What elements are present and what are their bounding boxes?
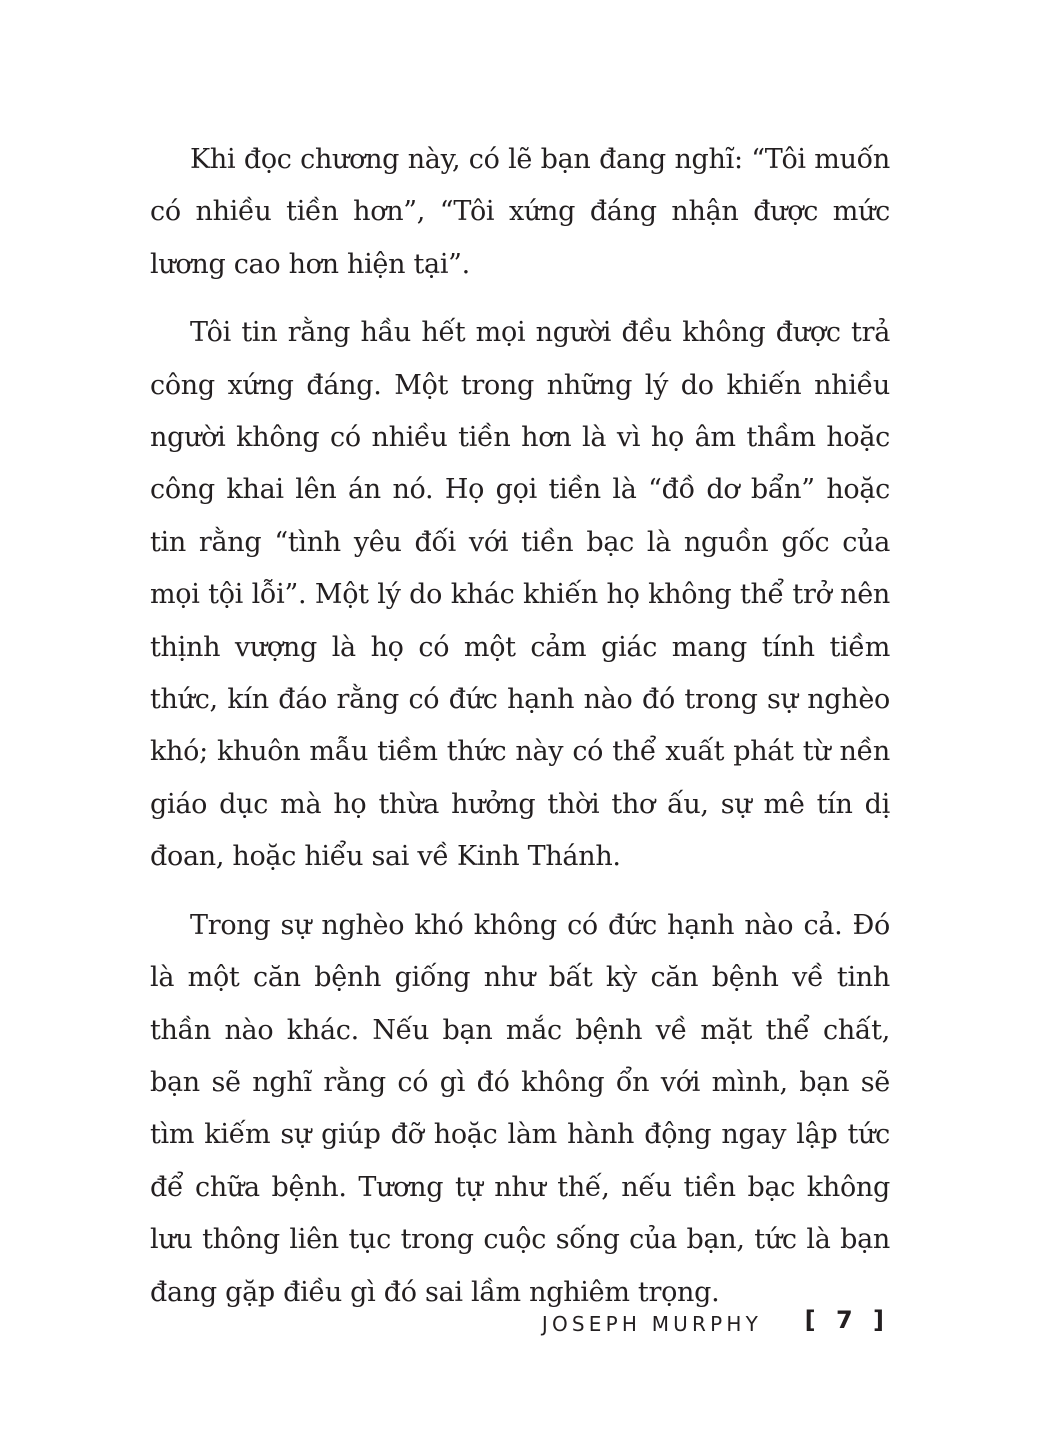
paragraph-3: Trong sự nghèo khó không có đức hạnh nào cả. Đó là một căn bệnh giống như bất kỳ căn bệnh về tinh thần nào khác. Nếu bạn mắc bệnh về mặt thể chất, bạn sẽ nghĩ rằng có gì đó không ổn với mình, bạn sẽ tìm kiếm sự giúp đỡ hoặc làm hành động ngay lập tức để chữa bệnh. Tương tự như thế, nếu tiền bạc không lưu thông liên tục trong cuộc sống của bạn, tức là bạn đang gặp điều gì đó sai lầm nghiêm trọng. — [150, 909, 890, 1308]
page-number — [805, 1306, 890, 1334]
paragraph-1: Khi đọc chương này, có lẽ bạn đang nghĩ: “Tôi muốn có nhiều tiền hơn”, “Tôi xứng đáng nhận được mức lương cao hơn hiện tại”. — [150, 144, 890, 280]
page-footer — [150, 1306, 890, 1342]
page-number-value: 7 — [835, 1306, 859, 1334]
page-number-bracket-open: [ — [804, 1306, 822, 1334]
running-footer-author: JOSEPH MURPHY — [541, 1312, 762, 1336]
paragraph-2: Tôi tin rằng hầu hết mọi người đều không được trả công xứng đáng. Một trong những lý do khiến nhiều người không có nhiều tiền hơn là vì họ âm thầm hoặc công khai lên án nó. Họ gọi tiền là “đồ dơ bẩn” hoặc tin rằng “tình yêu đối với tiền bạc là nguồn gốc của mọi tội lỗi”. Một lý do khác khiến họ không thể trở nên thịnh vượng là họ có một cảm giác mang tính tiềm thức, kín đáo rằng có đức hạnh nào đó trong sự nghèo khó; khuôn mẫu tiềm thức này có thể xuất phát từ nền giáo dục mà họ thừa hưởng thời thơ ấu, sự mê tín dị đoan, hoặc hiểu sai về Kinh Thánh. — [150, 317, 890, 873]
page-number-bracket-close: ] — [873, 1306, 890, 1334]
body-text — [150, 134, 890, 1335]
